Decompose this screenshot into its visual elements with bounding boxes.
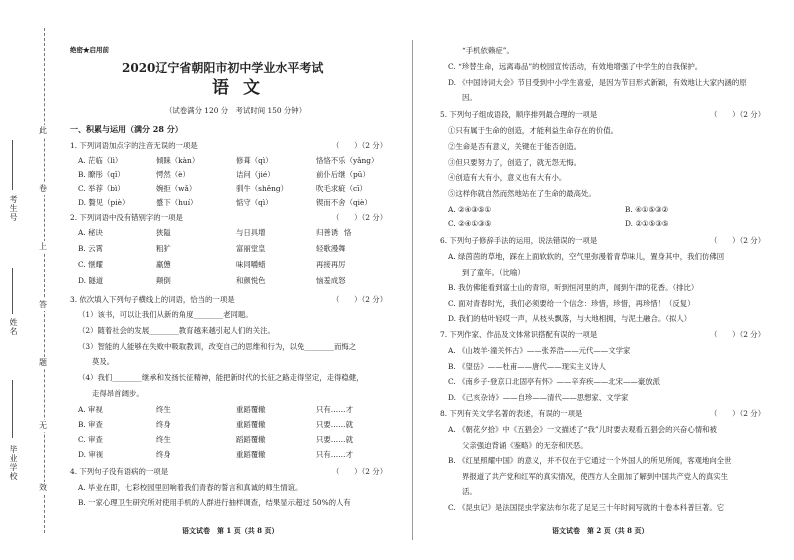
option-cell: 只要……就 xyxy=(316,420,353,429)
option-cell: 只要……就 xyxy=(316,435,353,444)
question-7-stem: 7. 下列作家、作品及文体常识搭配有误的一项是 xyxy=(440,330,598,339)
option-text: A. 《山坡羊·潼关怀古》——张养浩——元代——文学家 xyxy=(448,346,631,355)
option-text: C. “珍替生命，远离毒品”的校园宣传活动，有效地增强了中学生的自我保护。 xyxy=(448,62,703,71)
option-cell: 蹙下（huí） xyxy=(156,198,198,207)
answer-blank: （ ）（2 分） xyxy=(710,409,766,418)
binding-char: 题 xyxy=(39,358,47,367)
option-cell: 修葺（qì） xyxy=(236,156,273,165)
option-text: C. 面对青春时光，我们必须要给一个信念：珍惜，珍惜，再珍惜！（反复） xyxy=(448,299,695,308)
option-cell: 愕然（è） xyxy=(156,170,190,179)
sentence: ③但只要努力了，创造了，就无怨无悔。 xyxy=(448,158,582,167)
option-cell: A. 审视 xyxy=(78,405,103,414)
binding-char: 无 xyxy=(39,421,47,430)
option-cell: 终身 xyxy=(156,450,171,459)
option-cell: 前仆后继（pū） xyxy=(316,170,370,179)
question-8-stem: 8. 下列有关文学名著的表述，有误的一项是 xyxy=(440,409,583,418)
option-cell: D. 贅见（piè） xyxy=(78,198,130,207)
exam-info: （试卷满分 120 分 考试时间 150 分钟） xyxy=(165,106,307,115)
option-cell: A. 秘诀 xyxy=(78,228,103,237)
option-cell: 只有……才 xyxy=(316,450,353,459)
option-cell: 蹈蹈覆辙 xyxy=(236,435,266,444)
school-line xyxy=(12,380,13,438)
option-cell: 重蹈覆辙 xyxy=(236,405,266,414)
binding-char: 卷 xyxy=(39,184,47,193)
option-text: C. 《南乡子·登京口北固亭有怀》——辛弃疾——北宋——豪放派 xyxy=(448,377,660,386)
name-label: 姓名 xyxy=(9,318,18,336)
answer-blank: （ ）（2 分） xyxy=(710,330,766,339)
option-text: C. ②④①③⑤ xyxy=(448,219,492,228)
sentence: （4）我们________继承和发扬长征精神，能把新时代的长征之路走得坚定，走得稳健， xyxy=(78,373,364,382)
option-text: D. 我们的枯叶轻哎一声，从枝头飘落，与大地相拥，与泥土融合。（拟人） xyxy=(448,314,692,323)
question-1-stem: 1. 下列词语加点字的注音无误的一项是 xyxy=(70,141,198,150)
sentence: （3）智能的人能够在失败中吸取教训，改变自己的思维和行为，以免________而悔之 xyxy=(78,342,357,351)
answer-blank: （ ）（2 分） xyxy=(332,467,388,476)
exam-title: 2020辽宁省朝阳市初中学业水平考试 xyxy=(122,61,324,75)
option-cell: 终生 xyxy=(156,435,171,444)
option-cell: 粗犷 xyxy=(156,244,171,253)
option-cell: B. 云霄 xyxy=(78,244,103,253)
option-cell: 羸憊 xyxy=(156,260,171,269)
page-1 xyxy=(70,0,390,560)
answer-blank: （ ）（2 分） xyxy=(332,295,388,304)
binding-margin xyxy=(0,0,60,560)
option-cell: D. 隧道 xyxy=(78,276,104,285)
option-cell: 再接再厉 xyxy=(316,260,346,269)
option-cell: D. 审视 xyxy=(78,450,104,459)
option-text: 界报道了共产党和红军的真实情况，使西方人全面加了解到中国共产党人的真实生 xyxy=(462,472,729,481)
option-cell: B. 瞭彤（qǐ） xyxy=(78,170,125,179)
sentence: 走得昂首阔步。 xyxy=(92,389,144,398)
page-footer: 语文试卷 第 1 页（共 8 页） xyxy=(182,526,279,535)
option-text: 活。 xyxy=(462,487,477,496)
page-divider xyxy=(412,40,413,540)
sentence: 莫及。 xyxy=(92,357,115,366)
sentence: ①只有属于生命的创造，才能利益生命存在的价值。 xyxy=(448,126,618,135)
binding-line xyxy=(44,28,45,533)
sentence: ④创造有大有小，意义也有大有小。 xyxy=(448,173,567,182)
binding-char: 上 xyxy=(39,242,47,251)
option-cell: 诘问（jié） xyxy=(236,170,275,179)
option-cell: 味同嚼蜡 xyxy=(236,260,266,269)
answer-blank: （ ）（2 分） xyxy=(710,110,766,119)
option-cell: 只有……才 xyxy=(316,405,353,414)
option-text: B. 《望岳》——杜甫——唐代——现实主义诗人 xyxy=(448,362,606,371)
option-cell: 吹毛求疵（cī） xyxy=(316,184,367,193)
confidential-mark: 绝密★启用前 xyxy=(70,46,109,54)
sentence: （1）该书，可以让我们从新的角度________老同题。 xyxy=(78,310,253,319)
student-id-line xyxy=(12,140,13,190)
text-line: “手机依赖症”。 xyxy=(462,46,514,55)
sentence: （2）随着社会的发展________教育越来越引起人们的关注。 xyxy=(78,326,275,335)
option-cell: B. 审查 xyxy=(78,420,103,429)
answer-blank: （ ）（2 分） xyxy=(332,141,388,150)
question-6-stem: 6. 下列句子修辞手法的运用，说法错误的一项是 xyxy=(440,236,598,245)
option-text: B. 《红星照耀中国》的意义，并不仅在于它通过一个外国人的所见所闻，客观地向全世 xyxy=(448,456,732,465)
answer-blank: （ ）（2 分） xyxy=(332,213,388,222)
option-cell: 轻歌漫舞 xyxy=(316,244,346,253)
option-cell: 恪恪不乐（yǎng） xyxy=(316,156,379,165)
option-cell: 富丽堂皇 xyxy=(236,244,266,253)
option-cell: 恼羞成怒 xyxy=(316,276,346,285)
option-text: C. 《昆虫记》是法国昆虫学家法布尔花了足足三十年时间写就的十卷本科普巨著。它 xyxy=(448,503,725,512)
option-cell: 和颜悦色 xyxy=(236,276,266,285)
school-label: 毕业学校 xyxy=(9,445,18,481)
question-5-stem: 5. 下列句子组成语段，顺序排列最合理的一项是 xyxy=(440,110,598,119)
option-text: D. 《己亥杂诗》——自珍——清代——思想家、文学家 xyxy=(448,393,629,402)
option-cell: 终身 xyxy=(156,420,171,429)
option-cell: 颠倒 xyxy=(156,276,171,285)
option-text: B. 一家心理卫生研究所对使用手机的人群进行抽样调查，结果显示超过 50%的人有 xyxy=(78,498,351,507)
question-2-stem: 2. 下列词语中没有错别字的一项是 xyxy=(70,213,183,222)
binding-char: 效 xyxy=(39,483,47,492)
option-text: A. 《朝花夕拾》中《五猖会》一文描述了“我”儿时要去观看五猖会的兴奋心情和被 xyxy=(448,425,717,434)
student-id-label: 考生号 xyxy=(9,195,18,222)
option-cell: 锲而不舍（qiè） xyxy=(316,198,372,207)
section-heading: 一、积累与运用（满分 28 分） xyxy=(70,124,183,134)
option-text: B. 我仿佛能看到富士山的青帘，听到恒河里的声，闻到午津的花香。（排比） xyxy=(448,283,699,292)
text-line: 因。 xyxy=(462,93,477,102)
option-text: A. 绿茵茵的草地，踩在上面软软的，空气里弥漫着青草味儿，置身其中，我们仿佛回 xyxy=(448,252,725,261)
question-4-stem: 4. 下列句子没有语病的一项是 xyxy=(70,467,169,476)
page-footer: 语文试卷 第 2 页（共 8 页） xyxy=(552,526,649,535)
option-cell: C. 举荐（bì） xyxy=(78,184,125,193)
option-cell: 婉拒（wǎ） xyxy=(156,184,197,193)
name-line xyxy=(12,268,13,314)
option-text: D. ②①⑤③⑤ xyxy=(625,219,669,228)
page-2 xyxy=(440,0,775,560)
binding-char: 此 xyxy=(39,126,47,135)
question-3-stem: 3. 依次填入下列句子横线上的词语，恰当的一项是 xyxy=(70,295,235,304)
option-cell: 重蹈覆辙 xyxy=(236,420,266,429)
binding-char: 答 xyxy=(39,300,47,309)
option-text: A. 毕业在即，七彩校园里回响着我们青春的誓言和真诚的师生情谊。 xyxy=(78,483,303,492)
option-text: 到了童年。（比喻） xyxy=(462,268,525,277)
option-text: D. 《中国诗词大会》节目受到中小学生喜爱，是因为节目形式新颖，有效地让大家内涵的原 xyxy=(448,78,747,87)
sentence: ②生命是否有意义，关键在于能否创造。 xyxy=(448,142,582,151)
option-cell: 终生 xyxy=(156,405,171,414)
sentence: ⑤这样你就自然而然地站在了生命的最高处。 xyxy=(448,189,596,198)
option-cell: 重蹈覆辙 xyxy=(236,450,266,459)
option-cell: C. 惬耀 xyxy=(78,260,103,269)
option-cell: 狭隘 xyxy=(156,228,171,237)
option-text: B. ④①⑤③② xyxy=(625,205,669,214)
option-cell: A. 茫临（lì） xyxy=(78,156,123,165)
option-cell: C. 审查 xyxy=(78,435,103,444)
subject-title: 语文 xyxy=(212,78,274,98)
option-cell: 倾睐（kàn） xyxy=(156,156,200,165)
option-cell: 驯牛（shěng） xyxy=(236,184,288,193)
answer-blank: （ ）（2 分） xyxy=(710,236,766,245)
option-cell: 恪 xyxy=(344,228,352,237)
option-cell: 归善诱 xyxy=(316,228,339,237)
option-text: 父亲强迫背诵《鉴略》的无奈和厌恶。 xyxy=(462,441,588,450)
option-text: A. ②④③⑤① xyxy=(448,205,492,214)
option-cell: 与日具增 xyxy=(236,228,266,237)
option-cell: 惦守（qì） xyxy=(236,198,273,207)
